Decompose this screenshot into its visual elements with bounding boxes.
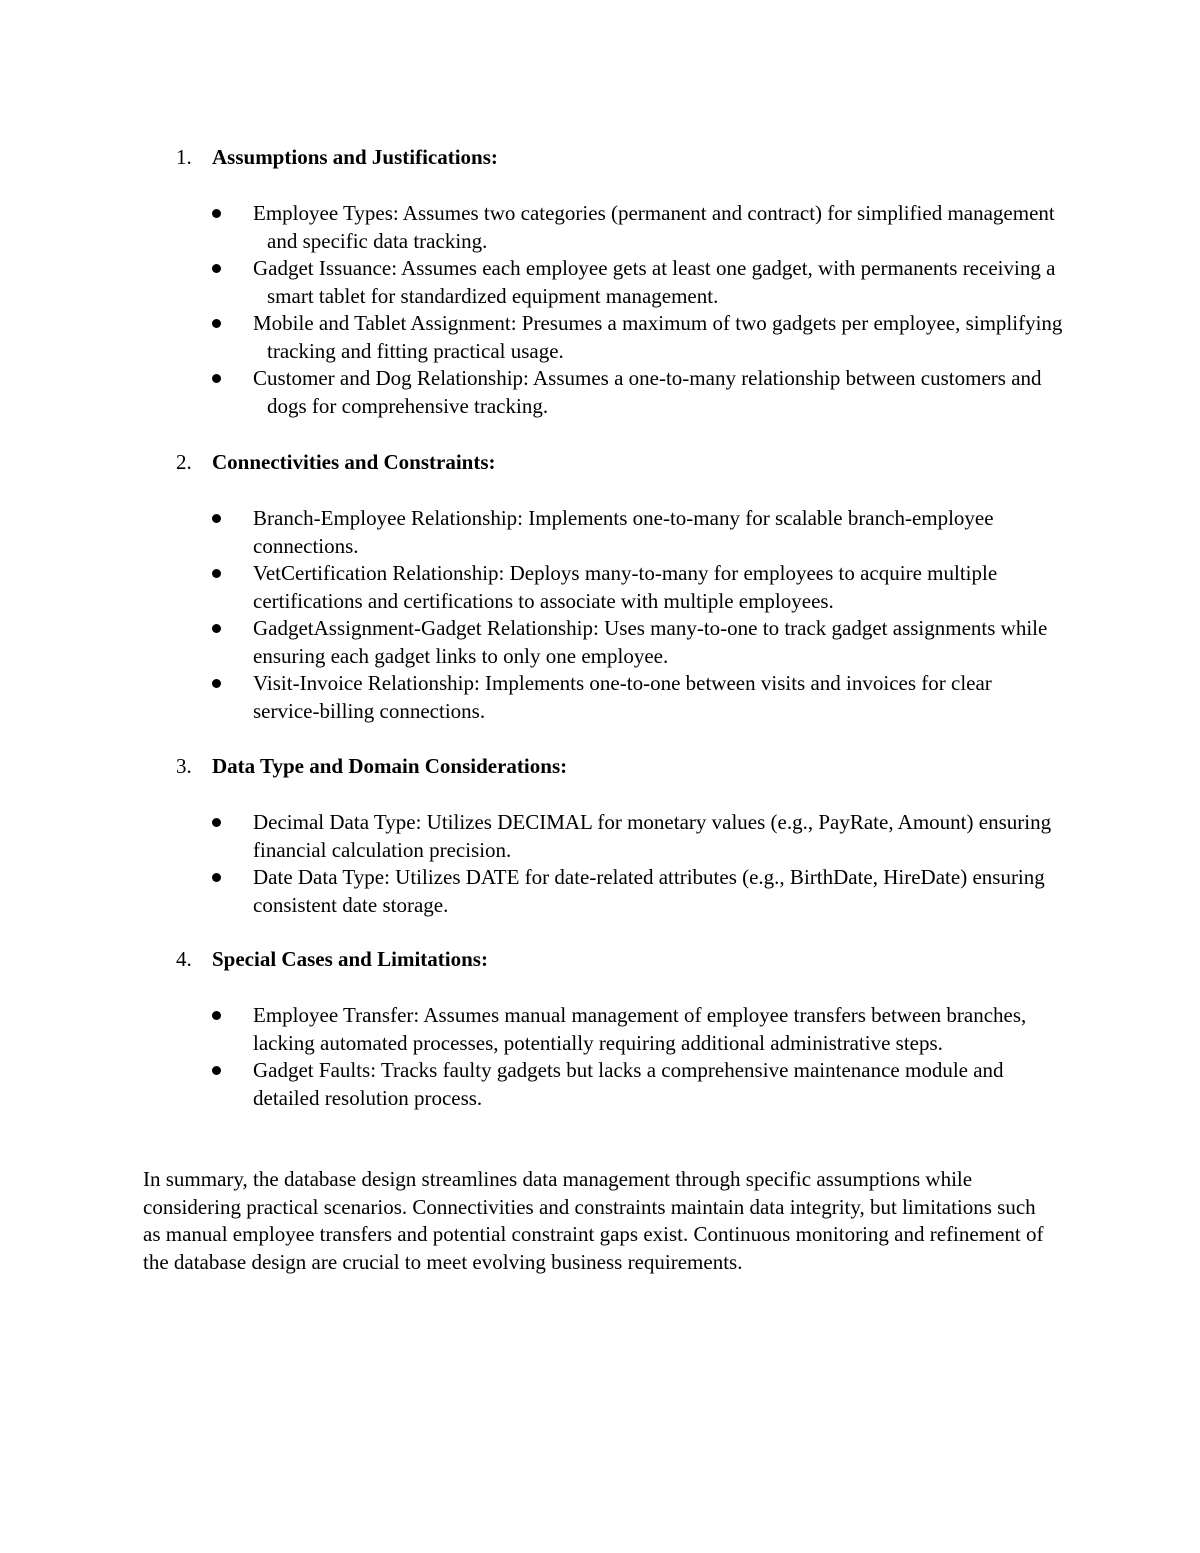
bullet-list: [0, 1002, 1200, 1112]
list-item-text: Customer and Dog Relationship: Assumes a one-to-many relationship between customers and dogs for comprehensive tracking.: [253, 366, 1042, 418]
list-item-text: GadgetAssignment-Gadget Relationship: Uses many-to-one to track gadget assignments while ensuring each gadget links to only one employee.: [253, 616, 1048, 668]
list-item-text: Date Data Type: Utilizes DATE for date-related attributes (e.g., BirthDate, HireDate) ensuring consistent date storage.: [253, 865, 1045, 917]
section-number: 4.: [176, 947, 192, 971]
section-heading: [0, 946, 1200, 974]
section-title: Data Type and Domain Considerations:: [212, 754, 568, 778]
section-heading: [0, 144, 1200, 172]
section-special-cases: [0, 946, 1200, 1112]
section-number: 1.: [176, 145, 192, 169]
section-number: 2.: [176, 450, 192, 474]
section-number: 3.: [176, 754, 192, 778]
section-heading: [0, 449, 1200, 477]
section-data-types: [0, 753, 1200, 919]
list-item-text: Visit-Invoice Relationship: Implements one-to-one between visits and invoices for clear service-billing connections.: [253, 671, 992, 723]
bullet-icon: [212, 818, 221, 827]
list-item: [0, 255, 1200, 310]
bullet-icon: [212, 624, 221, 633]
list-item: [0, 1002, 1200, 1057]
section-title: Assumptions and Justifications:: [212, 145, 498, 169]
list-item-text: Employee Transfer: Assumes manual management of employee transfers between branches, lacking automated processes, potentially requiring additional administrative steps.: [253, 1003, 1027, 1055]
summary-paragraph: In summary, the database design streamlines data management through specific assumptions while considering practical scenarios. Connectivities and constraints maintain data integrity, but limitations such as manual employee transfers and potential constraint gaps exist. Continuous monitoring and refinement of the database design are crucial to meet evolving business requirements.: [143, 1167, 1044, 1274]
list-item: [0, 200, 1200, 255]
list-item: [0, 615, 1200, 670]
list-item-text: Branch-Employee Relationship: Implements one-to-many for scalable branch-employee connections.: [253, 506, 994, 558]
bullet-icon: [212, 319, 221, 328]
list-item-text: Gadget Faults: Tracks faulty gadgets but lacks a comprehensive maintenance module and detailed resolution process.: [253, 1058, 1004, 1110]
list-item-text: VetCertification Relationship: Deploys many-to-many for employees to acquire multiple certifications and certifications to associate with multiple employees.: [253, 561, 998, 613]
bullet-icon: [212, 209, 221, 218]
section-heading: [0, 753, 1200, 781]
list-item: [0, 560, 1200, 615]
section-assumptions: [0, 144, 1200, 420]
bullet-icon: [212, 1011, 221, 1020]
bullet-icon: [212, 569, 221, 578]
list-item: [0, 670, 1200, 725]
bullet-icon: [212, 374, 221, 383]
bullet-icon: [212, 264, 221, 273]
bullet-list: [0, 809, 1200, 919]
section-title: Connectivities and Constraints:: [212, 450, 496, 474]
list-item: [0, 505, 1200, 560]
list-item-text: Gadget Issuance: Assumes each employee gets at least one gadget, with permanents receiving a smart tablet for standardized equipment management.: [253, 256, 1056, 308]
list-item: [0, 809, 1200, 864]
bullet-icon: [212, 679, 221, 688]
bullet-icon: [212, 1066, 221, 1075]
list-item-text: Employee Types: Assumes two categories (permanent and contract) for simplified management and specific data tracking.: [253, 201, 1055, 253]
section-title: Special Cases and Limitations:: [212, 947, 488, 971]
section-connectivities: [0, 449, 1200, 725]
list-item-text: Decimal Data Type: Utilizes DECIMAL for monetary values (e.g., PayRate, Amount) ensuring financial calculation precision.: [253, 810, 1052, 862]
list-item: [0, 1057, 1200, 1112]
list-item: [0, 365, 1200, 420]
bullet-list: [0, 200, 1200, 420]
list-item: [0, 864, 1200, 919]
bullet-icon: [212, 514, 221, 523]
list-item-text: Mobile and Tablet Assignment: Presumes a maximum of two gadgets per employee, simplifying tracking and fitting practical usage.: [253, 311, 1063, 363]
list-item: [0, 310, 1200, 365]
bullet-list: [0, 505, 1200, 725]
bullet-icon: [212, 873, 221, 882]
